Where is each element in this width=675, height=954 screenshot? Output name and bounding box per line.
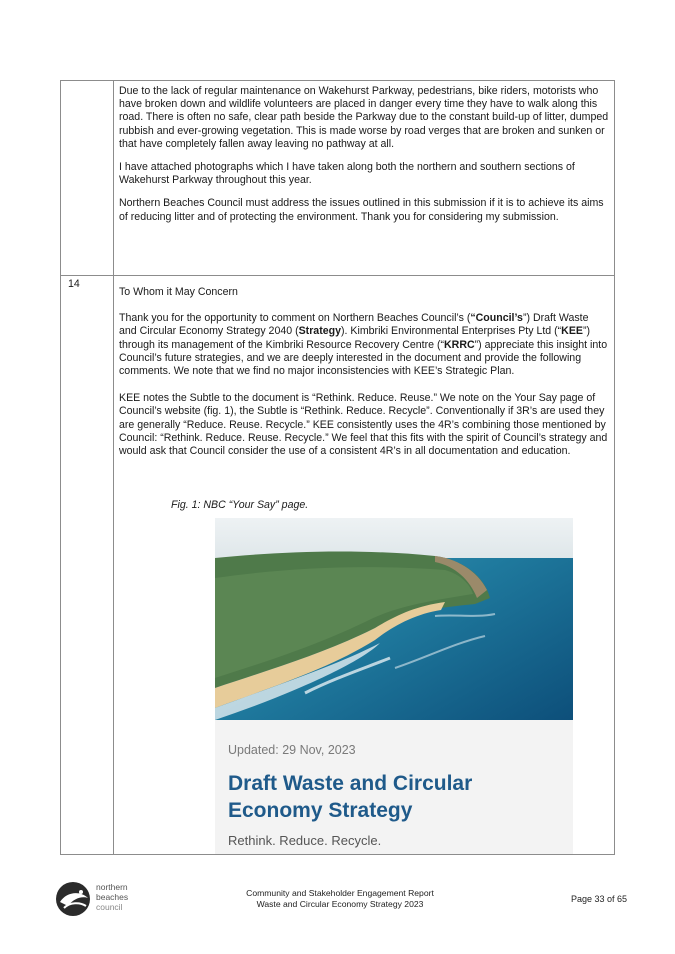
paragraph: Northern Beaches Council must address the issues outlined in this submission if it is to achieve its aims of reducing litter and of protecting the environment. Thank you for considering my submission. <box>119 197 604 223</box>
updated-date: Updated: 29 Nov, 2023 <box>228 743 356 757</box>
footer-report-title: Community and Stakeholder Engagement Report Waste and Circular Economy Strategy 2023 <box>246 888 434 909</box>
strategy-title: Draft Waste and Circular Economy Strategy <box>228 772 473 822</box>
submission-row-continued <box>119 85 609 234</box>
submission-table <box>60 80 615 855</box>
paragraph: KEE notes the Subtle to the document is “Rethink. Reduce. Reuse.” We note on the Your Say page of Council’s website (fig. 1), the Subtle is “Rethink. Reduce. Recycle”. Conventionally if 3R’s are used they are generally “Reduce. Reuse. Recycle.” KEE consistently uses the 4R’s combining those mentioned by Council: “Rethink. Reduce. Reuse. Recycle.” We feel that this fits with the spirit of Council’s strategy and would ask that Council consider the use of a consistent 4R’s in all documentation and education. <box>119 392 608 458</box>
beach-photo <box>215 518 573 720</box>
greeting: To Whom it May Concern <box>119 286 238 298</box>
your-say-figure <box>215 518 573 854</box>
page-number: Page 33 of 65 <box>571 894 628 904</box>
submission-row-14 <box>119 286 609 468</box>
logo-wordmark: northern beaches council <box>96 882 129 912</box>
strategy-subtitle: Rethink. Reduce. Recycle. <box>228 833 382 848</box>
council-logo-icon <box>54 880 94 918</box>
council-logo <box>54 880 154 918</box>
figure-caption: Fig. 1: NBC “Your Say” page. <box>171 499 309 511</box>
row-number: 14 <box>68 278 80 290</box>
column-divider <box>113 81 114 854</box>
paragraph: Due to the lack of regular maintenance on Wakehurst Parkway, pedestrians, bike riders, motorists who have broken down and wildlife volunteers are placed in danger every time they have to walk along this road. There is often no safe, clear path beside the Parkway due to the constant build-up of litter, dumped rubbish and ever-growing vegetation. This is made worse by road verges that are broken and sunken or that have completely fallen away leaving no pathway at all. <box>119 85 609 150</box>
paragraph: I have attached photographs which I have taken along both the northern and southern sections of Wakehurst Parkway throughout this year. <box>119 161 575 187</box>
paragraph: Thank you for the opportunity to comment on Northern Beaches Council’s (“Council’s”) Draft Waste and Circular Economy Strategy 2040 (Strategy). Kimbriki Environmental Enterprises Pty Ltd (“KEE”) through its management of the Kimbriki Resource Recovery Centre (“KRRC”) appreciate this insight into Council’s future strategies, and we are deeply interested in the document and provide the following comments. We note that we find no major inconsistencies with KEE’s Strategic Plan. <box>119 312 608 378</box>
row-divider <box>61 275 614 276</box>
